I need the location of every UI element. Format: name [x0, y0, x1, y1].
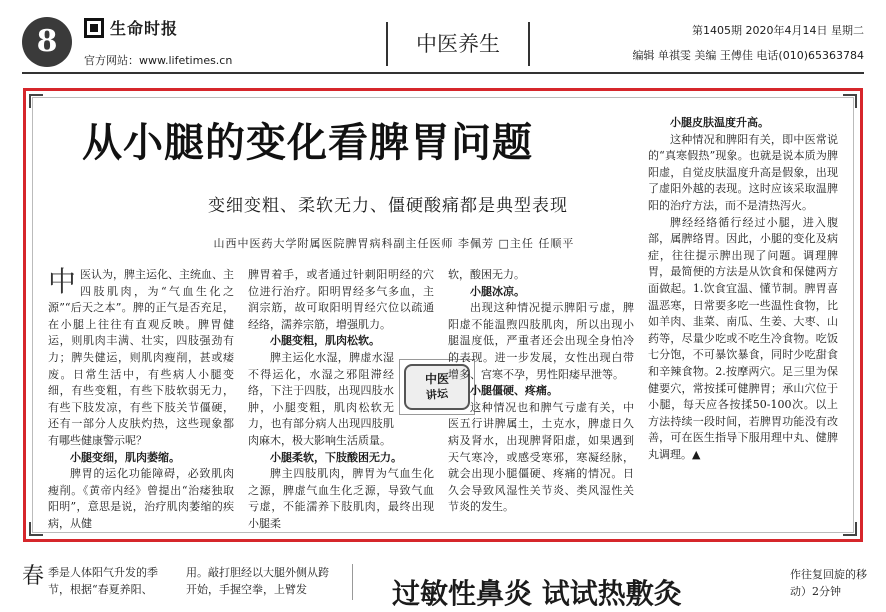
article-paragraph: 脾主运化水湿，脾虚水湿不得运化，水湿之邪阻滞经络，下注于四肢，出现四肢水肿，小腿变粗，肌肉松软无力，也有部分病人出现四肢肌肉麻木，极大影响生活质量。 — [248, 350, 394, 447]
article-headline: 从小腿的变化看脾胃问题 — [82, 120, 533, 166]
article-paragraph: 脾经经络循行经过小腿，进入腹部，属脾络胃。因此，小腿的变化及病症，往往提示脾出现了问题。调理脾胃，最简便的方法是从饮食和保健两方面做起。1.饮食宜温、懂节制。脾胃喜温恶寒，日常要多吃一些温性食物，比如羊肉、韭菜、南瓜、生姜、大枣、山药等，尽量少吃或不吃生冷食物。吃饭七分饱，不可暴饮暴食，同时少吃甜食和辛辣食物。2.按摩两穴。足三里为保健要穴，常按揉可健脾胃；承山穴位于小腿，每天应各按揉50-100次。以上方法持续一段时间，若脾胃功能没有改善，可在医生指导下服用理中丸、健脾丸调理。▲ — [648, 215, 838, 461]
corner-ornament-icon — [29, 522, 43, 536]
article-paragraph: 脾主四肢肌肉，脾胃为气血生化之源，脾虚气血生化乏源，导致气血亏虚，不能濡养下肢肌肉，最终出现小腿柔 — [248, 467, 434, 530]
column-divider — [352, 564, 353, 600]
newspaper-logo — [84, 16, 178, 39]
article-paragraph: 出现这种情况提示脾阳亏虚，脾阳虚不能温煦四肢肌肉，所以出现小腿温度低，严重者还会出现全身怕冷的表现。进一步发展，女性出现白带增多、宫寒不孕，男性阳痿早泄等。 — [448, 301, 634, 381]
article-subheadline: 变细变粗、柔软无力、僵硬酸痛都是典型表现 — [208, 196, 568, 216]
article-frame — [23, 88, 863, 542]
article-column-4 — [648, 115, 838, 535]
editor-info: 编辑 单祺雯 美编 王傅佳 电话(010)65363784 — [632, 49, 864, 62]
masthead — [0, 0, 886, 80]
article-paragraph: 脾胃着手，或者通过针刺阳明经的穴位进行治疗。阳明胃经多气多血，主润宗筋，故可取阳明胃经穴位以疏通经络，濡养宗筋，增强肌力。 — [248, 268, 434, 331]
page-number-badge: 8 — [22, 17, 72, 67]
article-column-1 — [48, 267, 234, 535]
header-divider — [22, 72, 864, 74]
corner-ornament-icon — [29, 94, 43, 108]
article-paragraph: 这种情况也和脾气亏虚有关，中医五行讲脾属土，土克水，脾虚日久病及肾水，出现脾肾阳虚，如果遇到天气寒冷，或感受寒邪，寒凝经脉，就会出现小腿僵硬、疼痛的情况。日久会导致风湿性关节炎、类风湿性关节炎的发生。 — [448, 400, 634, 514]
article-byline: 山西中医药大学附属医院脾胃病科副主任医师 李佩芳 □主任 任顺平 — [213, 237, 575, 250]
section-heading: 小腿僵硬、疼痛。 — [470, 384, 558, 398]
lower-article-column: 春季是人体阳气升发的季节，根据“春夏养阳、 — [22, 564, 159, 596]
drop-cap: 春 — [22, 564, 45, 589]
article-paragraph: 这种情况和脾阳有关，即中医常说的“真寒假热”现象。也就是说本质为脾阳虚，自觉皮肤温度升高是假象，出现了虚阳外越的表现。这时应该采取温脾阳的治疗方法，而不是清热泻火。 — [648, 132, 838, 212]
section-heading: 小腿变粗，肌肉松软。 — [270, 334, 380, 348]
lower-articles — [0, 552, 886, 610]
section-heading: 小腿冰凉。 — [470, 284, 525, 298]
website-line: 官方网站：www.lifetimes.cn — [84, 54, 233, 67]
issue-info: 第1405期 2020年4月14日 星期二 — [692, 24, 864, 37]
article-column-3 — [448, 267, 634, 535]
forum-badge-icon: 中医 讲坛 — [404, 364, 470, 410]
section-heading: 小腿柔软，下肢酸困无力。 — [270, 450, 402, 464]
corner-ornament-icon — [843, 522, 857, 536]
logo-icon — [84, 18, 104, 38]
article-paragraph: 软，酸困无力。 — [448, 268, 525, 281]
article-paragraph: 中医认为，脾主运化、主统血、主四肢肌肉，为“气血生化之源”“后天之本”。脾的正气是否充足，在小腿上往往有直观反映。脾胃健运，则肌肉丰满、壮实，四肢强劲有力；脾失健运，则肌肉瘦削，甚或痿废。日常生活中，有些病人小腿变细，有些变粗，有些下肢软弱无力，有些下肢发凉，有些下肢关节僵硬，还有一部分人皮肤灼热，这些现象都有哪些健康警示呢？ — [48, 267, 234, 447]
article-paragraph: 脾胃的运化功能障碍，必致肌肉瘦削。《黄帝内经》曾提出“治痿独取阳明”，意思是说，治疗肌肉萎缩的疾病，从健 — [48, 467, 234, 530]
section-title: 中医养生 — [386, 22, 530, 66]
drop-cap: 中 — [48, 267, 77, 298]
section-heading: 小腿皮肤温度升高。 — [670, 116, 769, 129]
corner-ornament-icon — [843, 94, 857, 108]
logo-text: 生命时报 — [110, 19, 179, 38]
lower-article-headline: 过敏性鼻炎 试试热敷灸 — [392, 577, 682, 610]
lower-article-column: 作往复回旋的移动）2分钟 — [790, 568, 867, 598]
section-heading: 小腿变细，肌肉萎缩。 — [70, 450, 180, 464]
lower-article-column: 用。敲打胆经以大腿外侧从跨开始，手握空拳，上臂发 — [186, 566, 329, 596]
